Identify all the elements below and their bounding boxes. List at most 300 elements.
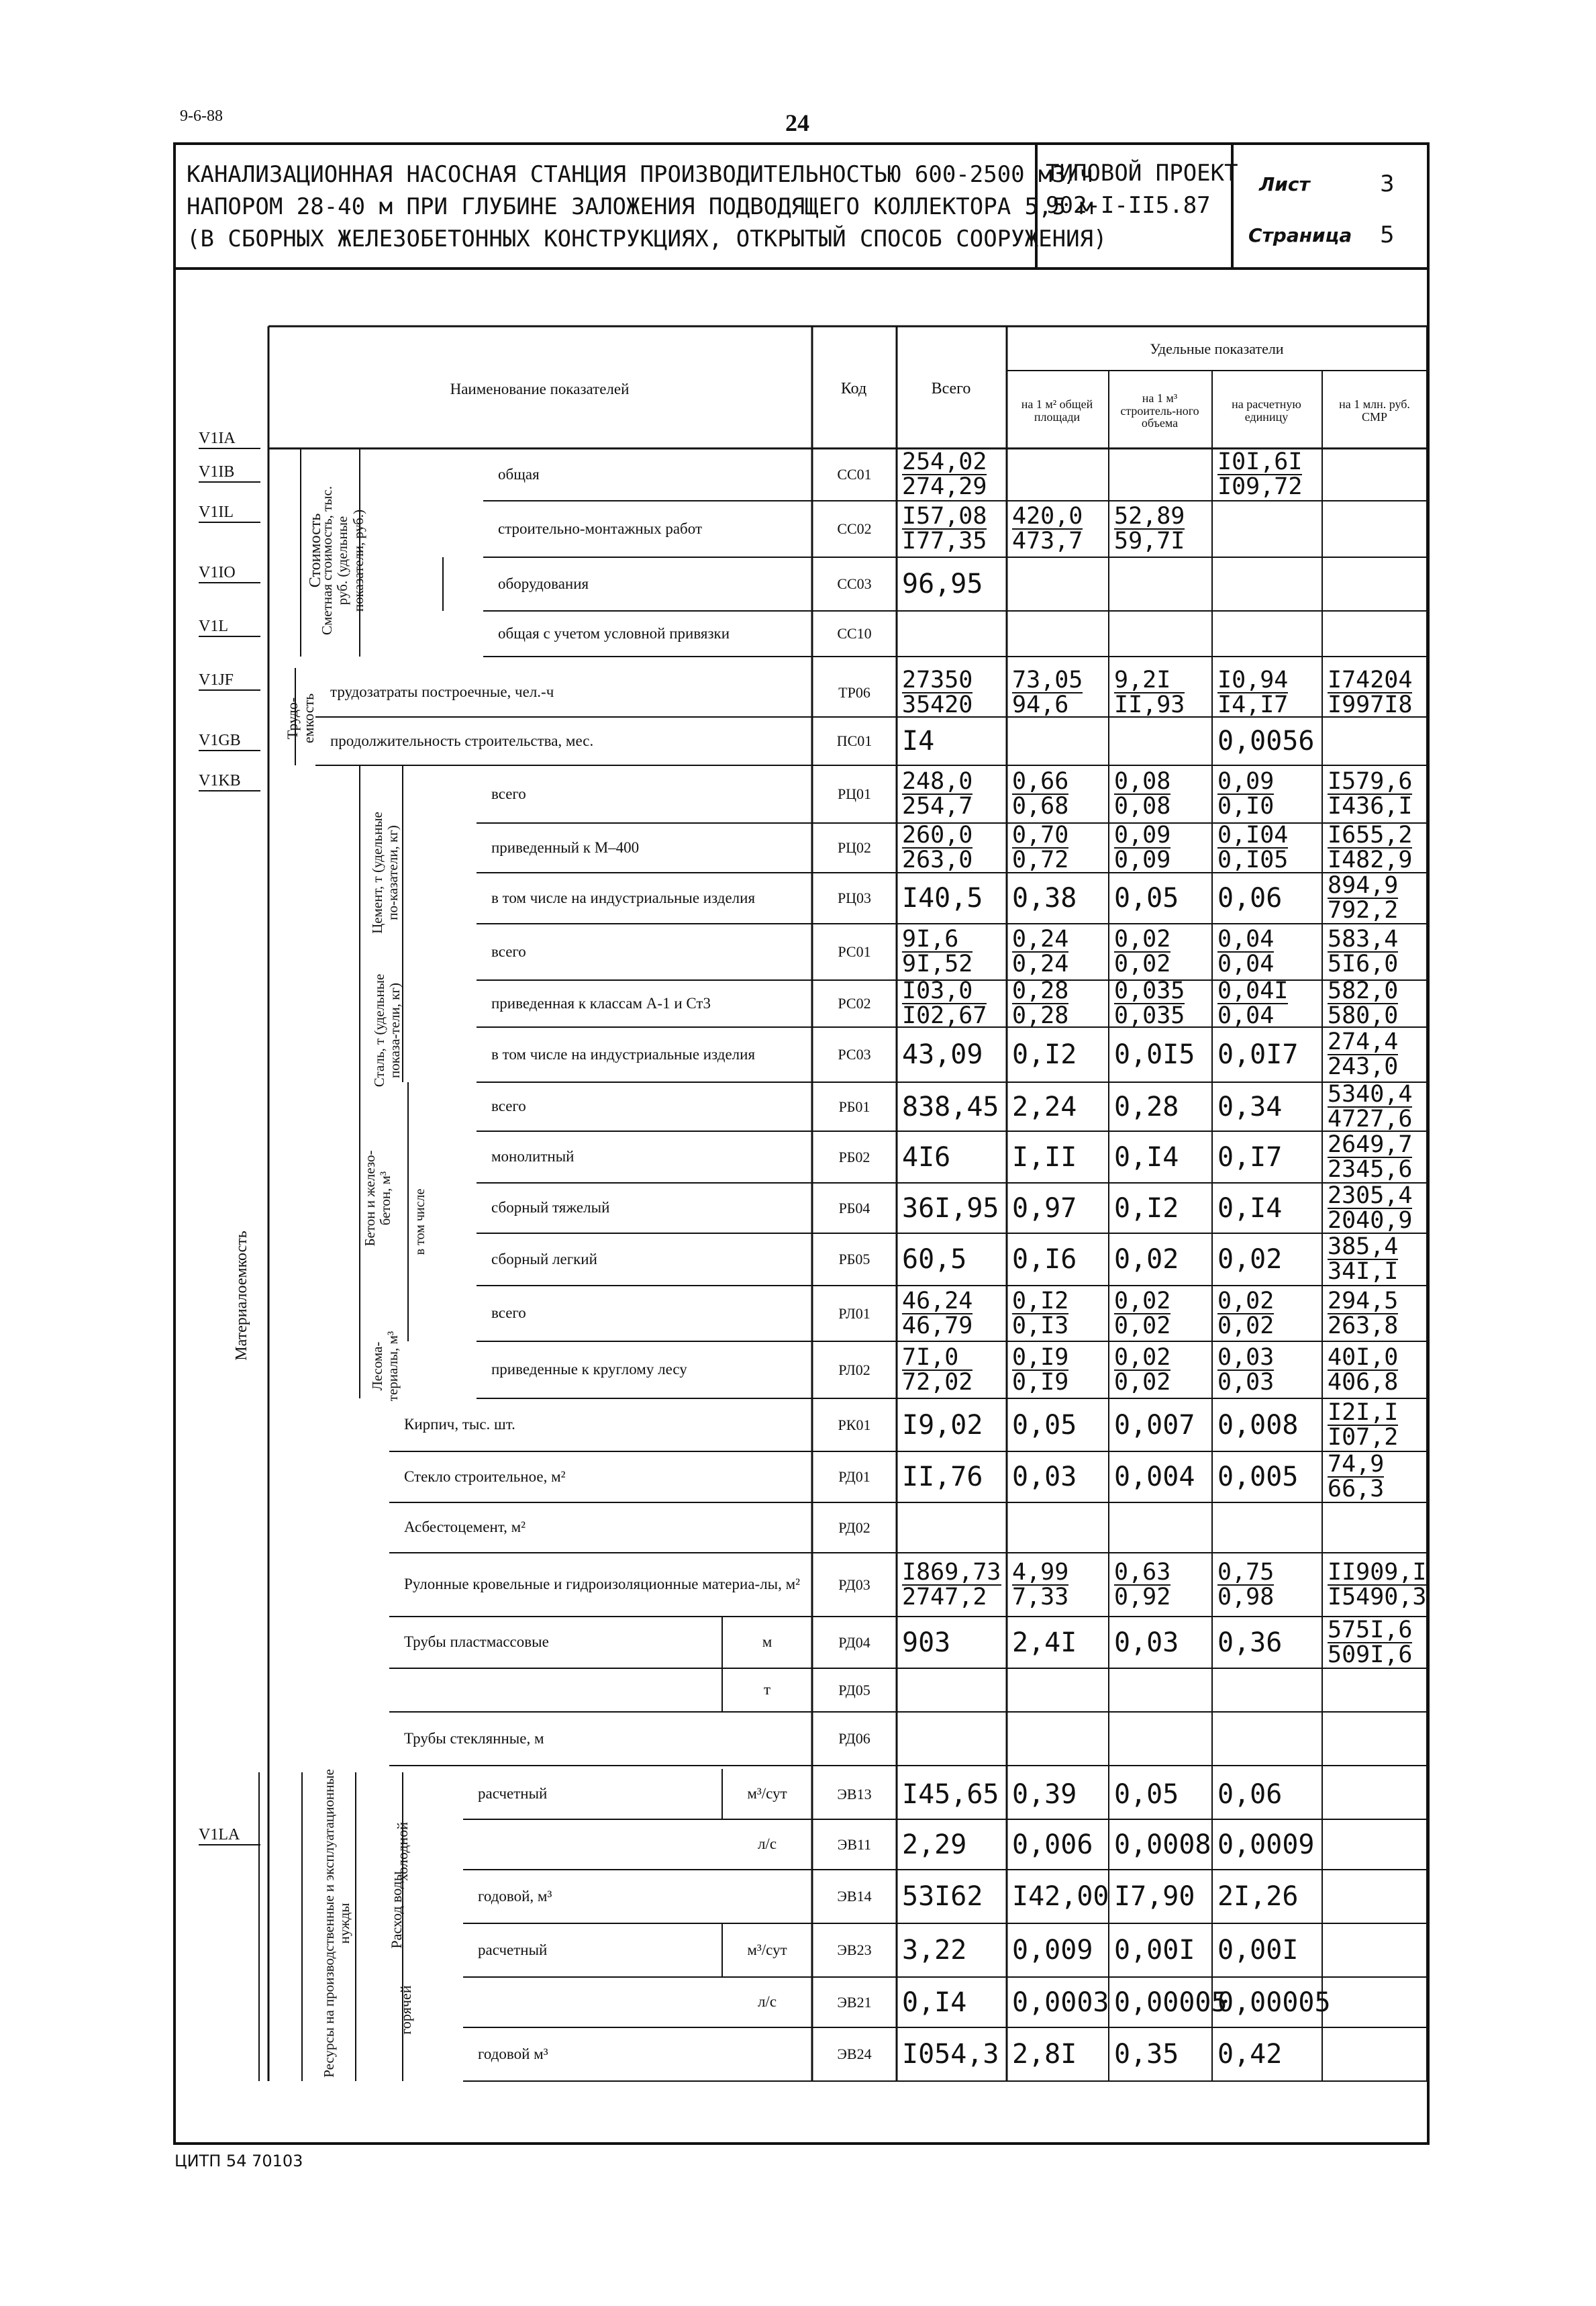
page-number: 24 xyxy=(785,109,809,136)
value-cell: 4I6 xyxy=(902,1141,951,1173)
fraction-value xyxy=(1012,928,1068,976)
indicator-name: сборный легкий xyxy=(491,1250,597,1267)
value-cell xyxy=(902,765,1005,823)
project-number: 902-I-II5.87 xyxy=(1046,192,1211,219)
page-value: 5 xyxy=(1380,222,1395,248)
fraction-value xyxy=(902,505,987,553)
fraction-value xyxy=(1012,824,1068,872)
group-resources: Ресурсы на производственные и эксплуатационные нужды xyxy=(320,1769,352,2078)
value-denominator: 0,I05 xyxy=(1217,847,1289,873)
value-denominator: 0,68 xyxy=(1012,793,1069,820)
indicator-code: РЦ03 xyxy=(837,890,872,907)
value-numerator: 0,70 xyxy=(1012,822,1069,849)
value-numerator: 0,63 xyxy=(1114,1558,1171,1586)
indicator-name: в том числе на индустриальные изделия xyxy=(491,889,756,906)
indicator-code: СС01 xyxy=(837,466,872,483)
group-hot: горячей xyxy=(397,1985,414,2035)
fraction-value xyxy=(1328,824,1412,872)
value-cell xyxy=(1217,1286,1321,1341)
value-numerator: 2305,4 xyxy=(1328,1182,1413,1209)
margin-code: V1LA xyxy=(199,1826,260,1845)
value-cell xyxy=(1217,1712,1321,1766)
value-denominator: 263,8 xyxy=(1328,1312,1399,1339)
indicator-name: приведенные к круглому лесу xyxy=(491,1361,687,1378)
value-cell: 0,06 xyxy=(1217,1778,1283,1810)
indicator-code: ЭВ11 xyxy=(837,1835,872,1853)
value-numerator: 0,28 xyxy=(1012,977,1069,1004)
indicator-name: Трубы стеклянные, м xyxy=(404,1729,544,1747)
fraction-value xyxy=(1012,1287,1069,1339)
value-denominator: 59,7I xyxy=(1114,528,1185,555)
value-cell xyxy=(902,1286,1005,1341)
value-cell: 0,004 xyxy=(1114,1461,1195,1492)
indicator-name xyxy=(470,1819,722,1870)
value-cell xyxy=(1328,1923,1426,1977)
value-cell: 0,0008 xyxy=(1114,1829,1211,1860)
value-cell: 3,22 xyxy=(902,1935,967,1966)
value-denominator: I09,72 xyxy=(1217,473,1303,500)
unit: л/с xyxy=(757,1993,777,2011)
value-numerator: I03,0 xyxy=(902,979,987,1004)
indicator-name: всего xyxy=(491,943,526,960)
value-cell xyxy=(1328,1819,1426,1870)
fraction-value xyxy=(1114,1558,1171,1611)
indicator-name: продолжительность строительства, мес. xyxy=(330,732,594,749)
value-cell xyxy=(1114,1341,1211,1398)
value-denominator: 0,I0 xyxy=(1217,793,1275,820)
indicator-code: РК01 xyxy=(838,1416,871,1433)
indicator-code: ПС01 xyxy=(836,732,872,750)
fraction-value xyxy=(1328,1133,1412,1182)
value-cell: 0,00005 xyxy=(1114,1986,1228,2018)
value-cell xyxy=(1012,977,1107,1029)
fraction-value xyxy=(1114,666,1185,718)
value-cell: 838,45 xyxy=(902,1091,999,1122)
value-denominator: I77,35 xyxy=(902,528,987,555)
value-denominator: 66,3 xyxy=(1328,1476,1385,1502)
indicator-name: приведенная к классам А-1 и Ст3 xyxy=(491,994,711,1012)
indicator-name: общая с учетом условной привязки xyxy=(498,624,730,642)
value-denominator: 9I,52 xyxy=(902,951,973,977)
fraction-value xyxy=(1328,1616,1413,1668)
value-cell: I054,3 xyxy=(902,2039,999,2070)
value-numerator: 0,I04 xyxy=(1217,822,1289,849)
margin-code: V1GB xyxy=(199,732,260,751)
value-denominator: 0,98 xyxy=(1217,1583,1275,1611)
fraction-value xyxy=(1114,928,1170,976)
indicator-name: оборудования xyxy=(498,575,589,592)
fraction-value xyxy=(1012,979,1068,1028)
fraction-value xyxy=(1328,1287,1399,1339)
indicator-code: РБ05 xyxy=(838,1251,870,1268)
value-denominator: 94,6 xyxy=(1012,691,1069,718)
fraction-value xyxy=(902,1343,973,1396)
value-cell xyxy=(902,823,1005,873)
value-cell: 0,42 xyxy=(1217,2039,1283,2070)
value-cell: 0,I2 xyxy=(1012,1039,1077,1070)
value-cell: 0,05 xyxy=(1114,883,1179,914)
value-cell xyxy=(902,1553,1005,1617)
fraction-value xyxy=(1328,928,1398,976)
value-denominator: 0,02 xyxy=(1114,1312,1171,1339)
value-cell xyxy=(1012,501,1107,557)
header-specific: Удельные показатели xyxy=(1150,340,1284,358)
value-cell xyxy=(1114,668,1211,717)
indicator-code: РЛ01 xyxy=(838,1304,870,1322)
value-cell xyxy=(1328,1769,1426,1819)
fraction-value xyxy=(1217,1287,1275,1339)
value-numerator: 894,9 xyxy=(1328,872,1399,899)
fraction-value xyxy=(1012,1343,1069,1396)
value-cell: 0,I4 xyxy=(902,1986,967,2018)
value-denominator: 0,08 xyxy=(1114,793,1171,820)
value-numerator: 5340,4 xyxy=(1328,1080,1413,1108)
value-numerator: 0,02 xyxy=(1114,1287,1171,1314)
value-cell: 0,005 xyxy=(1217,1461,1299,1492)
value-cell: 0,I7 xyxy=(1217,1141,1283,1173)
indicator-name: приведенный к М–400 xyxy=(491,838,640,856)
indicator-name: Асбестоцемент, м² xyxy=(404,1519,526,1536)
value-cell: 0,008 xyxy=(1217,1409,1299,1441)
fraction-value xyxy=(1217,770,1274,818)
indicator-code: РБ04 xyxy=(838,1199,870,1216)
value-cell xyxy=(902,611,1005,657)
value-cell xyxy=(1328,1131,1426,1183)
value-denominator: 0,72 xyxy=(1012,847,1069,873)
value-cell xyxy=(1217,1341,1321,1398)
value-denominator: I5490,3 xyxy=(1328,1583,1427,1611)
value-cell xyxy=(902,1502,1005,1553)
value-cell: 2,29 xyxy=(902,1829,967,1860)
value-cell xyxy=(902,1341,1005,1398)
value-denominator: 0,28 xyxy=(1012,1002,1069,1029)
value-cell: I9,02 xyxy=(902,1409,983,1441)
fraction-value xyxy=(1114,1287,1171,1339)
value-numerator: 0,035 xyxy=(1114,977,1185,1004)
value-cell xyxy=(1328,1082,1426,1131)
value-numerator: 0,24 xyxy=(1012,926,1069,953)
indicator-code: РС02 xyxy=(838,995,871,1012)
value-numerator: 420,0 xyxy=(1012,503,1083,530)
value-cell xyxy=(1217,1668,1321,1712)
value-cell xyxy=(902,977,1005,1029)
value-numerator: 46,24 xyxy=(902,1287,973,1314)
value-cell: I4 xyxy=(902,726,935,757)
indicator-name: всего xyxy=(491,1098,526,1115)
header-per-volume: на 1 м³ строитель-ного объема xyxy=(1120,391,1199,430)
value-denominator: 46,79 xyxy=(902,1312,973,1339)
value-cell: 0,39 xyxy=(1012,1778,1077,1810)
value-denominator: 406,8 xyxy=(1328,1368,1399,1396)
value-numerator: I0,94 xyxy=(1217,666,1289,693)
value-cell: 0,35 xyxy=(1114,2039,1179,2070)
value-cell: 2,4I xyxy=(1012,1627,1077,1658)
value-denominator: 0,92 xyxy=(1114,1583,1171,1611)
value-cell xyxy=(1328,1668,1426,1712)
indicator-code: РБ02 xyxy=(838,1148,870,1165)
value-cell xyxy=(1217,668,1321,717)
fraction-value xyxy=(902,979,987,1028)
fraction-value xyxy=(902,666,973,718)
fraction-value xyxy=(1328,979,1398,1028)
value-cell xyxy=(1328,977,1426,1029)
value-denominator: 2747,2 xyxy=(902,1583,987,1611)
fraction-value xyxy=(1217,1343,1275,1396)
header-per-unit: на расчетную единицу xyxy=(1232,397,1301,424)
value-cell: 0,0056 xyxy=(1217,726,1315,757)
indicator-name xyxy=(470,1977,722,2027)
header-total: Всего xyxy=(931,380,971,398)
indicator-name: Рулонные кровельные и гидроизоляционные материа-лы, м² xyxy=(404,1576,801,1593)
value-cell xyxy=(1328,668,1426,717)
value-numerator: 52,89 xyxy=(1114,503,1185,530)
indicator-code: РЛ02 xyxy=(838,1361,870,1378)
value-cell xyxy=(1217,823,1321,873)
indicator-name: монолитный xyxy=(491,1148,575,1165)
value-numerator: 0,02 xyxy=(1217,1287,1275,1314)
unit: м xyxy=(762,1633,772,1651)
value-cell: 0,00I xyxy=(1114,1935,1195,1966)
value-denominator: 34I,I xyxy=(1328,1258,1399,1285)
value-cell: I42,00 xyxy=(1012,1881,1109,1912)
value-cell: 0,38 xyxy=(1012,883,1077,914)
header-per-area: на 1 м² общей площади xyxy=(1021,397,1093,424)
indicator-code: ТР06 xyxy=(838,683,870,701)
indicator-name: расчетный xyxy=(478,1785,548,1803)
value-cell xyxy=(1328,1398,1426,1451)
group-concrete: Бетон и железо-бетон, м³ xyxy=(361,1150,393,1247)
value-numerator: 0,02 xyxy=(1114,1343,1171,1371)
indicator-name: трудозатраты построечные, чел.-ч xyxy=(330,683,554,701)
value-cell xyxy=(1328,2027,1426,2081)
header-code: Код xyxy=(840,380,867,398)
value-numerator: I869,73 xyxy=(902,1558,1001,1586)
value-cell: 0,36 xyxy=(1217,1627,1283,1658)
value-cell xyxy=(1114,557,1211,611)
value-cell xyxy=(1328,1183,1426,1233)
value-denominator: 0,03 xyxy=(1217,1368,1275,1396)
value-denominator: 0,02 xyxy=(1217,1312,1275,1339)
value-numerator: I0I,6I xyxy=(1217,448,1303,475)
fraction-value xyxy=(1328,874,1398,922)
fraction-value xyxy=(1328,1398,1399,1451)
value-cell xyxy=(1114,717,1211,765)
indicator-code: ЭВ13 xyxy=(837,1785,872,1803)
value-numerator: 0,02 xyxy=(1114,926,1171,953)
group-materials: Материалоемкость xyxy=(232,1231,250,1361)
group-cement: Цемент, т (удельные по-казатели, кг) xyxy=(368,812,401,934)
value-cell xyxy=(1217,924,1321,980)
value-denominator: 0,I9 xyxy=(1012,1368,1069,1396)
margin-code: V1L xyxy=(199,618,260,637)
value-numerator: 260,0 xyxy=(902,822,973,849)
indicator-code: РЦ02 xyxy=(837,839,872,857)
value-cell xyxy=(1328,823,1426,873)
value-cell xyxy=(1217,501,1321,557)
margin-code: V1IO xyxy=(199,564,260,583)
fraction-value xyxy=(902,1558,1001,1611)
value-cell xyxy=(1328,1027,1426,1082)
value-cell: 0,05 xyxy=(1012,1409,1077,1441)
value-cell xyxy=(1114,1286,1211,1341)
fraction-value xyxy=(902,1287,973,1339)
unit: м³/сут xyxy=(747,1941,787,1958)
value-cell xyxy=(1114,977,1211,1029)
margin-code: V1IL xyxy=(199,503,260,523)
value-numerator: 0,09 xyxy=(1114,822,1171,849)
value-cell xyxy=(1114,1553,1211,1617)
value-numerator: 9I,6 xyxy=(902,928,972,953)
fraction-value xyxy=(902,770,972,818)
value-cell xyxy=(1328,1553,1426,1617)
value-denominator: 274,29 xyxy=(902,473,987,500)
value-cell xyxy=(1114,924,1211,980)
value-cell xyxy=(1328,765,1426,823)
header-per-million: на 1 млн. руб. СМР xyxy=(1339,397,1410,424)
value-cell: 0,I4 xyxy=(1114,1141,1179,1173)
value-cell xyxy=(1114,1668,1211,1712)
value-cell xyxy=(1012,823,1107,873)
fraction-value xyxy=(902,824,972,872)
value-cell xyxy=(1012,1341,1107,1398)
value-numerator: 274,4 xyxy=(1328,1028,1399,1055)
indicator-code: РБ01 xyxy=(838,1098,870,1115)
value-cell: 53I62 xyxy=(902,1881,983,1912)
value-numerator: 254,02 xyxy=(902,448,987,475)
value-cell xyxy=(1328,1233,1426,1286)
value-cell xyxy=(1012,557,1107,611)
value-denominator: 0,I3 xyxy=(1012,1312,1069,1339)
fraction-value xyxy=(1114,824,1170,872)
value-numerator: 0,75 xyxy=(1217,1558,1275,1586)
value-cell xyxy=(1328,611,1426,657)
value-cell xyxy=(1328,1977,1426,2027)
value-numerator: 7I,0 xyxy=(902,1346,972,1371)
value-numerator: 4,99 xyxy=(1012,1558,1069,1586)
title-line-1: КАНАЛИЗАЦИОННАЯ НАСОСНАЯ СТАНЦИЯ ПРОИЗВОДИТЕЛЬНОСТЬЮ 600-2500 м3/ч xyxy=(187,161,1094,188)
value-cell: 0,02 xyxy=(1114,1244,1179,1275)
value-denominator: I07,2 xyxy=(1328,1423,1399,1451)
indicator-code: ЭВ14 xyxy=(837,1888,872,1905)
value-cell: 0,0009 xyxy=(1217,1829,1315,1860)
value-cell xyxy=(1328,557,1426,611)
indicator-code: РД05 xyxy=(838,1681,870,1698)
fraction-value xyxy=(1012,666,1083,718)
value-numerator: 0,04I xyxy=(1217,977,1289,1004)
value-cell xyxy=(1012,611,1107,657)
unit: м³/сут xyxy=(747,1785,787,1803)
value-cell: 0,0I7 xyxy=(1217,1039,1299,1070)
value-denominator: 0,02 xyxy=(1114,951,1171,977)
value-cell: 0,03 xyxy=(1012,1461,1077,1492)
value-cell xyxy=(1114,501,1211,557)
value-cell xyxy=(1328,1286,1426,1341)
value-cell xyxy=(1328,873,1426,924)
value-cell: 0,00I xyxy=(1217,1935,1299,1966)
value-cell: 0,0I5 xyxy=(1114,1039,1195,1070)
fraction-value xyxy=(1328,1030,1398,1079)
group-cold: холодной xyxy=(393,1822,411,1881)
project-label: ТИПОВОЙ ПРОЕКТ xyxy=(1046,160,1238,187)
indicator-name: всего xyxy=(491,785,526,802)
value-cell: 2,8I xyxy=(1012,2039,1077,2070)
value-cell xyxy=(1328,1617,1426,1668)
indicator-name: сборный тяжелый xyxy=(491,1199,610,1216)
value-denominator: 0,04 xyxy=(1217,1002,1275,1029)
indicator-code: РД03 xyxy=(838,1576,870,1593)
value-denominator: 35420 xyxy=(902,691,973,718)
group-cost-sub: Сметная стоимость, тыс. руб. (удельные показатели, руб.) xyxy=(319,486,366,635)
indicator-name: Стекло строительное, м² xyxy=(404,1468,566,1485)
value-numerator: 74,9 xyxy=(1328,1451,1385,1478)
group-steel: Сталь, т (удельные показа-тели, кг) xyxy=(370,973,403,1088)
indicator-name: строительно-монтажных работ xyxy=(498,520,703,537)
value-cell xyxy=(1114,1712,1211,1766)
sheet-label: Лист xyxy=(1259,173,1310,195)
value-cell xyxy=(1328,1502,1426,1553)
value-cell xyxy=(902,1668,1005,1712)
fraction-value xyxy=(1217,979,1288,1028)
value-cell xyxy=(1328,924,1426,980)
indicator-name: расчетный xyxy=(478,1941,548,1958)
indicator-code: РД06 xyxy=(838,1730,870,1747)
value-numerator: 0,09 xyxy=(1217,768,1275,795)
fraction-value xyxy=(1114,505,1185,553)
value-denominator: 0,09 xyxy=(1114,847,1171,873)
value-numerator: I2I,I xyxy=(1328,1398,1399,1426)
indicator-code: ЭВ23 xyxy=(837,1941,872,1959)
value-cell: 0,I6 xyxy=(1012,1244,1077,1275)
margin-code: V1KB xyxy=(199,772,260,791)
value-denominator: 0,24 xyxy=(1012,951,1069,977)
fraction-value xyxy=(1328,1343,1399,1396)
value-cell xyxy=(1012,668,1107,717)
value-cell xyxy=(1114,765,1211,823)
value-cell xyxy=(1012,1668,1107,1712)
value-numerator: 385,4 xyxy=(1328,1233,1399,1260)
value-numerator: I57,08 xyxy=(902,503,987,530)
value-numerator: 583,4 xyxy=(1328,926,1399,953)
value-cell xyxy=(1114,448,1211,501)
value-cell: 43,09 xyxy=(902,1039,983,1070)
indicator-code: СС02 xyxy=(837,520,872,538)
indicator-code: ЭВ21 xyxy=(837,1993,872,2011)
value-cell: 0,28 xyxy=(1114,1091,1179,1122)
value-denominator: 72,02 xyxy=(902,1368,973,1396)
value-denominator: I02,67 xyxy=(902,1002,987,1029)
value-cell: 2,24 xyxy=(1012,1091,1077,1122)
group-cost: Стоимость xyxy=(306,513,324,588)
indicator-name: годовой, м³ xyxy=(478,1887,552,1905)
indicator-name: всего xyxy=(491,1304,526,1322)
value-numerator: 0,I2 xyxy=(1012,1287,1069,1314)
fraction-value xyxy=(1217,824,1288,872)
value-denominator: 0,035 xyxy=(1114,1002,1185,1029)
value-cell: 0,006 xyxy=(1012,1829,1093,1860)
value-cell xyxy=(1217,977,1321,1029)
value-denominator: II,93 xyxy=(1114,691,1185,718)
value-numerator: 40I,0 xyxy=(1328,1343,1399,1371)
value-denominator: 0,04 xyxy=(1217,951,1275,977)
value-denominator: 5I6,0 xyxy=(1328,951,1399,977)
fraction-value xyxy=(1328,1080,1413,1133)
value-cell: 0,009 xyxy=(1012,1935,1093,1966)
value-cell: 0,05 xyxy=(1114,1778,1179,1810)
value-denominator: I436,I xyxy=(1328,793,1413,820)
value-numerator: I655,2 xyxy=(1328,822,1413,849)
value-denominator: I482,9 xyxy=(1328,847,1413,873)
title-line-2: НАПОРОМ 28-40 м ПРИ ГЛУБИНЕ ЗАЛОЖЕНИЯ ПОДВОДЯЩЕГО КОЛЛЕКТОРА 5,5 м xyxy=(187,193,1094,220)
